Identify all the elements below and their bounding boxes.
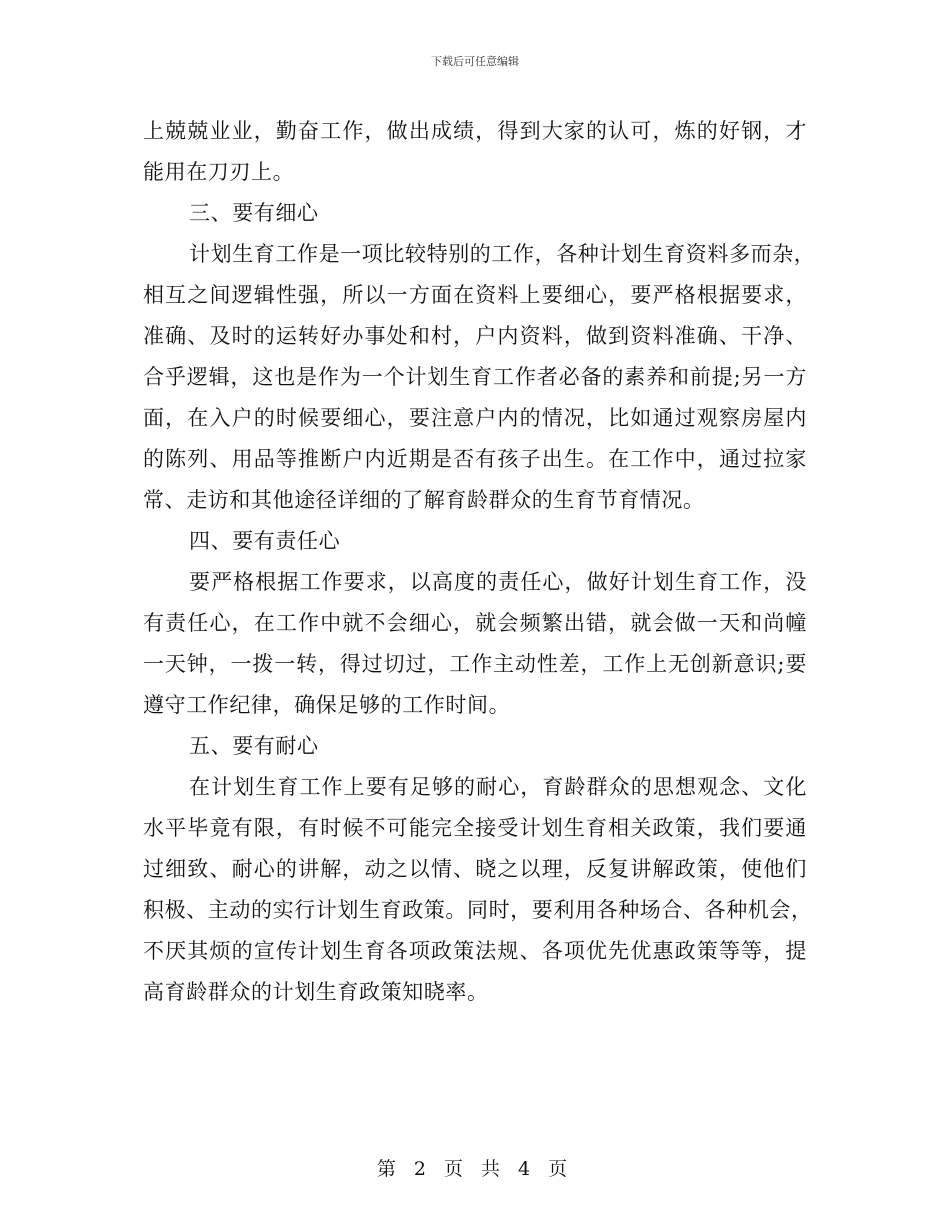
- text-line: 过细致、耐心的讲解，动之以情、晓之以理，反复讲解政策，使他们: [143, 857, 807, 881]
- text-line: 上兢兢业业，勤奋工作，做出成绩，得到大家的认可，炼的好钢，才: [143, 119, 807, 143]
- text-line: 计划生育工作是一项比较特别的工作，各种计划生育资料多而杂，: [189, 242, 816, 266]
- section-heading-3: 三、要有细心: [189, 201, 319, 225]
- document-body: [143, 111, 816, 1013]
- text-line: 面，在入户的时候要细心，要注意户内的情况，比如通过观察房屋内: [143, 406, 807, 430]
- text-line: 遵守工作纪律，确保足够的工作时间。: [143, 693, 511, 717]
- page-number-footer: 第 2 页 共 4 页: [376, 1158, 574, 1180]
- text-line: 合乎逻辑，这也是作为一个计划生育工作者必备的素养和前提;另一方: [143, 365, 807, 389]
- text-line: 准确、及时的运转好办事处和村，户内资料，做到资料准确、干净、: [143, 324, 807, 348]
- text-line: 的陈列、用品等推断户内近期是否有孩子出生。在工作中，通过拉家: [143, 447, 807, 471]
- text-line: 要严格根据工作要求，以高度的责任心，做好计划生育工作，没: [189, 570, 807, 594]
- text-line: 常、走访和其他途径详细的了解育龄群众的生育节育情况。: [143, 488, 705, 512]
- text-line: 有责任心，在工作中就不会细心，就会频繁出错，就会做一天和尚幢: [143, 611, 807, 635]
- text-line: 相互之间逻辑性强，所以一方面在资料上要细心，要严格根据要求，: [143, 283, 807, 307]
- text-line: 能用在刀刃上。: [143, 160, 295, 184]
- text-line: 高育龄群众的计划生育政策知晓率。: [143, 980, 489, 1004]
- section-heading-5: 五、要有耐心: [189, 734, 319, 758]
- section-heading-4: 四、要有责任心: [189, 529, 341, 553]
- text-line: 一天钟，一拨一转，得过切过，工作主动性差，工作上无创新意识;要: [143, 652, 807, 676]
- page-header-note: 下载后可任意编辑: [431, 55, 519, 68]
- text-line: 不厌其烦的宣传计划生育各项政策法规、各项优先优惠政策等等，提: [143, 939, 807, 963]
- text-line: 积极、主动的实行计划生育政策。同时，要利用各种场合、各种机会，: [143, 898, 813, 922]
- text-line: 水平毕竟有限，有时候不可能完全接受计划生育相关政策，我们要通: [143, 816, 807, 840]
- text-line: 在计划生育工作上要有足够的耐心，育龄群众的思想观念、文化: [189, 775, 807, 799]
